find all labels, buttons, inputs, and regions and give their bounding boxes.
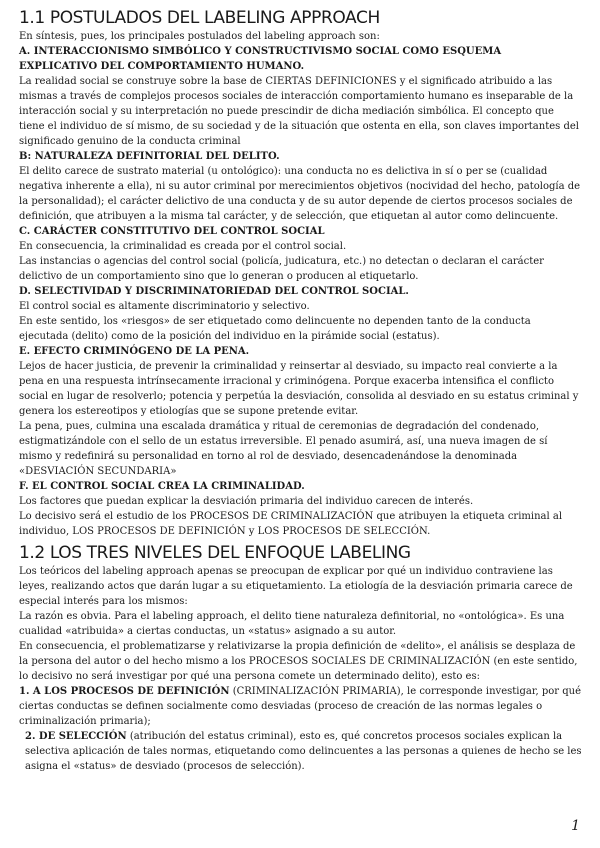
intro-paragraph: En síntesis, pues, los principales postulados del labeling approach son:	[19, 31, 380, 42]
list-item-seleccion	[19, 729, 582, 774]
paragraph-niveles-1: Los teóricos del labeling approach apenas se preocupan de explicar por qué un individuo contraviene las leyes, realizando actos que darán lugar a su etiquetamiento. La etiología de la desviación primaria carece de especial interés para los mismos:	[19, 566, 573, 607]
paragraph-f-1: Los factores que puedan explicar la desviación primaria del individuo carecen de interés.	[19, 496, 474, 507]
paragraph-e-1: Lejos de hacer justicia, de prevenir la criminalidad y reinsertar al desviado, su impacto real convierte a la pena en una respuesta intrínsecamente irracional y criminógena. Porque exacerba intensifica el conflicto social en lugar de resolverlo; potencia y perpetúa la desviación, consolida al desviado en su estatus criminal y genera los estereotipos y etiologías que se supone pretende evitar.	[19, 361, 579, 417]
paragraph-e-2: La pena, pues, culmina una escalada dramática y ritual de ceremonias de degradación del condenado, estigmatizándole con el sello de un estatus irreversible. El penado asumirá, así, una nueva imagen de sí mismo y redefinirá su personalidad en torno al rol de desviado, desencadenándose la denominada «DESVIACIÓN SECUNDARIA»	[19, 421, 548, 477]
paragraph-b: El delito carece de sustrato material (u ontológico): una conducta no es delictiva in sí o per se (cualidad negativa inherente a ella), ni su autor criminal por merecimientos objetivos (nocividad del hecho, patología de la personalidad); el carácter delictivo de una conducta y de su autor depende de ciertos procesos sociales de definición, que atribuyen a la misma tal carácter, y de selección, que etiquetan al autor como delincuente.	[19, 166, 581, 222]
paragraph-f-2: Lo decisivo será el estudio de los PROCESOS DE CRIMINALIZACIÓN que atribuyen la etiqueta criminal al individuo, LOS PROCESOS DE DEFINICIÓN y LOS PROCESOS DE SELECCIÓN.	[19, 511, 563, 537]
heading-c: C. CARÁCTER CONSTITUTIVO DEL CONTROL SOCIAL	[19, 226, 325, 237]
heading-e: E. EFECTO CRIMINÓGENO DE LA PENA.	[19, 346, 250, 357]
page-number: 1	[571, 818, 580, 834]
paragraph-d-1: El control social es altamente discriminatorio y selectivo.	[19, 301, 310, 312]
list-item-text: (atribución del estatus criminal), esto es, qué concretos procesos sociales explican la selectiva aplicación de tales normas, etiquetando como delincuentes a las personas a quienes de hecho se les asigna el «status» de desviado (procesos de selección).	[25, 731, 582, 772]
heading-a: A. INTERACCIONISMO SIMBÓLICO Y CONSTRUCTIVISMO SOCIAL COMO ESQUEMA EXPLICATIVO DEL COMPORTAMIENTO HUMANO.	[19, 46, 502, 72]
paragraph-niveles-3: En consecuencia, el problematizarse y relativizarse la propia definición de «delito», el análisis se desplaza de la persona del autor o del hecho mismo a los PROCESOS SOCIALES DE CRIMINALIZACIÓN (en este sentido, lo decisivo no será investigar por qué una persona comete un determinado delito), esto es:	[19, 641, 578, 682]
heading-d: D. SELECTIVIDAD Y DISCRIMINATORIEDAD DEL CONTROL SOCIAL.	[19, 286, 409, 297]
paragraph-niveles-2: La razón es obvia. Para el labeling approach, el delito tiene naturaleza definitorial, no «ontológica». Es una cualidad «atribuida» a ciertas conductas, un «status» asignado a su autor.	[19, 611, 565, 637]
list-item-label: 1. A LOS PROCESOS DE DEFINICIÓN	[19, 686, 230, 697]
list-item-label: 2. DE SELECCIÓN	[25, 731, 127, 742]
list-item-procesos-definicion	[19, 684, 582, 729]
list-item-text: (CRIMINALIZACIÓN PRIMARIA), le corresponde investigar, por qué ciertas conductas se definen socialmente como desviadas (proceso de creación de las normas legales o criminalización primaria);	[19, 686, 582, 727]
heading-f: F. EL CONTROL SOCIAL CREA LA CRIMINALIDAD.	[19, 481, 305, 492]
section-title-postulados: 1.1 POSTULADOS DEL LABELING APPROACH	[19, 8, 380, 28]
heading-b: B: NATURALEZA DEFINITORIAL DEL DELITO.	[19, 151, 280, 162]
paragraph-a: La realidad social se construye sobre la base de CIERTAS DEFINICIONES y el significado atribuido a las mismas a través de complejos procesos sociales de interacción comportamiento humano es inseparable de la interacción social y su interpretación no puede prescindir de dicha mediación simbólica. El concepto que tiene el individuo de sí mismo, de su sociedad y de la situación que ostenta en ella, son claves importantes del significado genuino de la conducta criminal	[19, 76, 579, 147]
paragraph-c-1: En consecuencia, la criminalidad es creada por el control social.	[19, 241, 347, 252]
paragraph-c-2: Las instancias o agencias del control social (policía, judicatura, etc.) no detectan o declaran el carácter delictivo de un comportamiento sino que lo generan o producen al etiquetarlo.	[19, 256, 544, 282]
section-title-tres-niveles: 1.2 LOS TRES NIVELES DEL ENFOQUE LABELING	[19, 543, 411, 563]
paragraph-d-2: En este sentido, los «riesgos» de ser etiquetado como delincuente no dependen tanto de la conducta ejecutada (delito) como de la posición del individuo en la pirámide social (estatus).	[19, 316, 531, 342]
